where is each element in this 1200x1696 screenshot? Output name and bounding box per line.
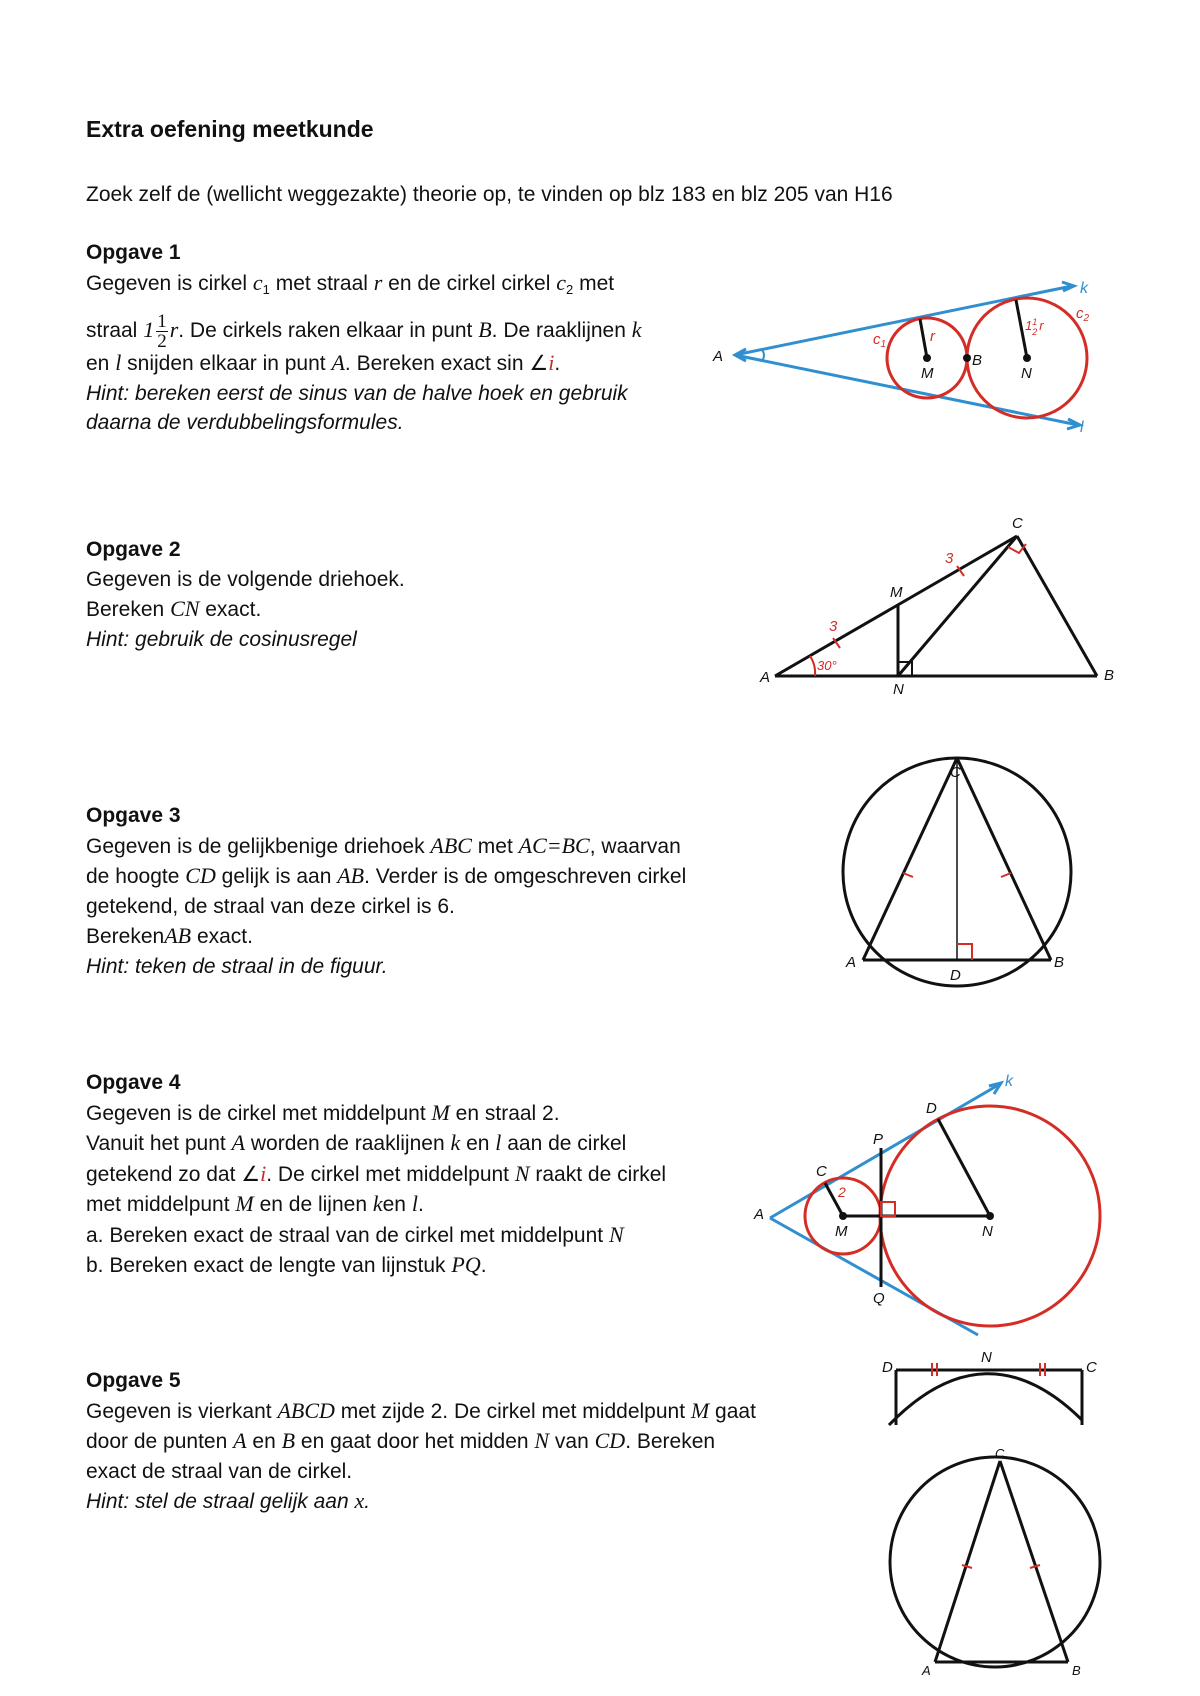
fig4-label-N: N	[982, 1223, 993, 1240]
fig2-label-N: N	[893, 681, 904, 698]
opgave-2-line-1: Gegeven is de volgende driehoek.	[86, 567, 405, 591]
fig1-label-c1: $c_1$	[873, 331, 887, 350]
fig1-label-r: r	[930, 328, 935, 345]
opgave-1-line-2: straal 1 $\frac{1}{2}$ r. De cirkels raken elkaar in punt B. De raaklijnen k	[86, 311, 642, 352]
fig1-label-r15: $1^1$ 2 r	[1025, 317, 1044, 337]
fig5b-side-AC	[935, 1461, 1000, 1662]
fig4-label-M: M	[835, 1223, 848, 1240]
opgave-4-line-1: Gegeven is de cirkel met middelpunt M en straal 2.	[86, 1099, 560, 1125]
fig3-label-A: A	[846, 954, 857, 971]
opgave-5-line-2: door de punten A en B en gaat door het midden N van CD. Bereken	[86, 1428, 716, 1453]
fig5b-circle	[890, 1457, 1100, 1667]
opgave-5-line-3: exact de straal van de cirkel.	[86, 1459, 353, 1483]
opgave-2-heading: Opgave 2	[86, 538, 181, 561]
opgave-4-line-6: b. Bereken exact de lengte van lijnstuk PQ.	[86, 1252, 487, 1277]
fig4-label-Q: Q	[873, 1290, 885, 1307]
fig4-label-k: k	[1005, 1073, 1013, 1090]
fig5b-label-C: C	[995, 1446, 1005, 1461]
fig3-label-C: C	[950, 764, 961, 781]
fig5b-side-BC	[1000, 1461, 1068, 1662]
opgave-1-heading: Opgave 1	[86, 241, 181, 264]
opgave-4-line-2: Vanuit het punt A worden de raaklijnen k en l aan de cirkel	[86, 1130, 627, 1155]
opgave-1-line-1: Gegeven is cirkel $c_1$ met straal r en de cirkel cirkel $c_2$ met	[86, 269, 615, 297]
opgave-5-line-1: Gegeven is vierkant ABCD met zijde 2. De cirkel met middelpunt M gaat	[86, 1397, 756, 1423]
fig2-label-side-1: 3	[829, 618, 838, 635]
opgave-3-hint: Hint: teken de straal in de figuur.	[86, 954, 388, 978]
fig5a-label-N: N	[981, 1349, 992, 1366]
fig1-label-B: B	[972, 352, 983, 369]
fig4-label-A: A	[754, 1206, 765, 1223]
opgave-2-hint: Hint: gebruik de cosinusregel	[86, 627, 357, 651]
fig1-label-k: k	[1080, 280, 1088, 297]
fig3-label-D: D	[950, 967, 961, 984]
opgave-4-line-5: a. Bereken exact de straal van de cirkel met middelpunt N	[86, 1221, 624, 1247]
fig1-label-l: l	[1080, 419, 1084, 436]
fig5a-label-D: D	[882, 1359, 893, 1376]
opgave-5-hint: Hint: stel de straal gelijk aan x.	[86, 1488, 371, 1513]
fig2-label-angle: 30°	[817, 658, 837, 673]
opgave-4-line-3: getekend zo dat ∠i. De cirkel met middelpunt N raakt de cirkel	[86, 1160, 667, 1186]
intro-text: Zoek zelf de (wellicht weggezakte) theorie op, te vinden op blz 183 en blz 205 van H16	[86, 183, 893, 206]
fig4-label-radius: 2	[838, 1184, 846, 1200]
fig2-label-A: A	[760, 669, 771, 686]
fig2-label-C: C	[1012, 515, 1023, 532]
fraction-one-half: $\frac{1}{2}$	[157, 311, 167, 352]
fig5b-label-A: A	[922, 1663, 931, 1678]
opgave-5-heading: Opgave 5	[86, 1369, 181, 1392]
opgave-3-line-2: de hoogte CD gelijk is aan AB. Verder is de omgeschreven cirkel	[86, 863, 687, 888]
fig4-label-P: P	[873, 1131, 884, 1148]
page-title: Extra oefening meetkunde	[86, 116, 374, 142]
fig3-label-B: B	[1054, 954, 1065, 971]
opgave-1-line-3: en l snijden elkaar in punt A. Bereken exact sin ∠i.	[86, 350, 561, 375]
fig2-label-B: B	[1104, 667, 1115, 684]
fig1-label-c2: $c_2$	[1076, 305, 1090, 324]
fig1-label-N: N	[1021, 365, 1032, 382]
fig5b-label-B: B	[1072, 1663, 1081, 1678]
opgave-4-heading: Opgave 4	[86, 1071, 181, 1094]
opgave-3-heading: Opgave 3	[86, 804, 181, 827]
opgave-3-line-1: Gegeven is de gelijkbenige driehoek ABC met AC=BC, waarvan	[86, 832, 681, 858]
fig2-label-side-2: 3	[945, 550, 954, 567]
opgave-1-hint-2: daarna de verdubbelingsformules.	[86, 411, 404, 434]
fig5a-label-C: C	[1086, 1359, 1097, 1376]
fig4-label-C: C	[816, 1163, 827, 1180]
opgave-2-line-2: Bereken CN exact.	[86, 596, 262, 621]
fig1-label-A: A	[713, 348, 724, 365]
opgave-3-line-3: getekend, de straal van deze cirkel is 6.	[86, 894, 455, 918]
opgave-3-line-4: BerekenAB exact.	[86, 923, 253, 948]
opgave-1-hint-1: Hint: bereken eerst de sinus van de halve hoek en gebruik	[86, 381, 628, 405]
opgave-4-line-4: met middelpunt M en de lijnen ken l.	[86, 1191, 424, 1216]
fig4-label-D: D	[926, 1100, 937, 1117]
fig1-label-M: M	[921, 365, 934, 382]
fig2-label-M: M	[890, 584, 903, 601]
